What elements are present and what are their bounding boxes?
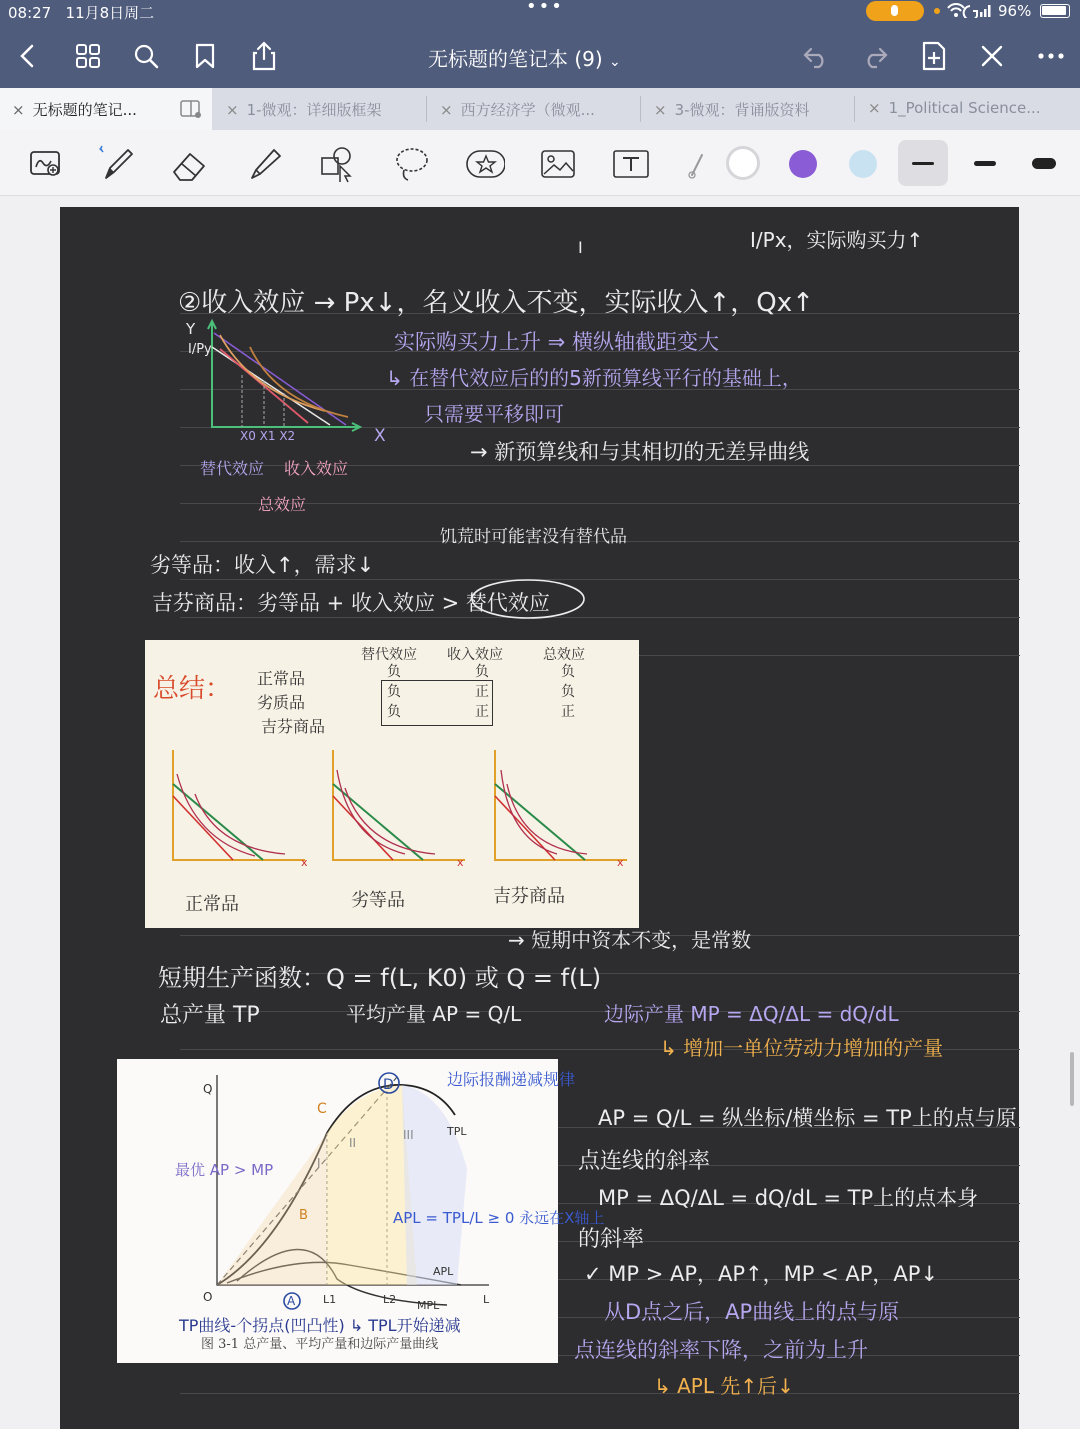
label-substitution-effect: 替代效应: [200, 459, 265, 478]
wifi-signal-icon: [946, 2, 992, 22]
giffen-good-line: 吉芬商品：劣等品 + 收入效应 > 替代效应: [152, 591, 550, 615]
short-run-function: 短期生产函数：Q = f(L, K0) 或 Q = f(L): [158, 964, 602, 992]
summary-title: 总结：: [153, 674, 232, 704]
giffen-note: 饥荒时可能害没有替代品: [440, 527, 627, 547]
graph-x-label: X: [374, 426, 386, 446]
highlighter-icon[interactable]: [244, 144, 284, 184]
graph-y-label: Y: [186, 320, 196, 338]
mic-indicator-icon: [866, 1, 924, 21]
sticker-icon[interactable]: [465, 144, 505, 184]
color-swatch-light-blue[interactable]: [849, 150, 877, 178]
image-icon[interactable]: [538, 144, 578, 184]
battery-percent: 96%: [998, 2, 1032, 20]
lasso-icon[interactable]: [392, 144, 432, 184]
summary-col3-values: 负 负 正: [561, 664, 575, 720]
svg-text:II: II: [349, 1136, 357, 1150]
short-run-capital-note: → 短期中资本不变，是常数: [508, 928, 752, 952]
top-formula-note: I/Px，实际购买力↑: [750, 228, 924, 252]
undo-icon[interactable]: [798, 38, 834, 74]
summary-col-total: 总效应: [543, 647, 585, 663]
stroke-width-thick-button[interactable]: [1030, 150, 1058, 176]
figure-caption: 图 3-1 总产量、平均产量和边际产量曲线: [201, 1337, 439, 1352]
svg-text:O: O: [203, 1290, 213, 1304]
stroke-width-medium-button[interactable]: [972, 150, 998, 176]
tools-icon[interactable]: [974, 38, 1010, 74]
svg-text:A: A: [287, 1294, 296, 1308]
figure-left-note: 最优 AP > MP: [175, 1161, 274, 1179]
figure-mp-note: 边际报酬递减规律: [447, 1070, 576, 1089]
summary-row-inferior: 劣质品: [257, 693, 306, 712]
label-total-effect: 总效应: [258, 495, 307, 514]
production-figure-image: [117, 1059, 605, 1363]
apl-note: ↳ APL 先↑后↓: [654, 1374, 794, 1398]
svg-text:C: C: [317, 1101, 327, 1117]
circle-substitution-highlight: [468, 576, 588, 622]
svg-text:B: B: [299, 1208, 308, 1223]
note-purchasing-power: 实际购买力上升 ⇒ 横纵轴截距变大: [394, 330, 719, 354]
tab-political-science[interactable]: × 1_Political Science...: [868, 99, 1041, 117]
drawing-toolbar: [0, 130, 1080, 196]
note-parallel-shift: ↳ 在替代效应后的的5新预算线平行的基础上，: [386, 366, 802, 390]
tp-line: 总产量 TP: [160, 1003, 260, 1028]
summary-graphs: [155, 744, 635, 874]
search-icon[interactable]: [128, 38, 164, 74]
svg-text:x: x: [457, 856, 464, 869]
share-icon[interactable]: [246, 38, 282, 74]
status-bar: [0, 0, 1080, 22]
redo-icon[interactable]: [857, 38, 893, 74]
svg-text:MPL: MPL: [417, 1299, 440, 1312]
grid-view-icon[interactable]: [70, 38, 106, 74]
bookmark-icon[interactable]: [187, 38, 223, 74]
tab-bar: [0, 88, 1080, 130]
svg-text:Q: Q: [203, 1082, 213, 1096]
ap-line: 平均产量 AP = Q/L: [346, 1002, 522, 1026]
svg-text:III: III: [403, 1128, 414, 1142]
mp-definition-2: 的斜率: [578, 1227, 645, 1252]
summary-col1-values: 负 负 负: [387, 664, 401, 720]
tab-label: 无标题的笔记...: [32, 101, 137, 119]
summary-col-income: 收入效应: [447, 647, 503, 663]
laser-pointer-icon[interactable]: [676, 144, 716, 184]
svg-text:APL: APL: [433, 1265, 454, 1278]
svg-text:L2: L2: [383, 1293, 397, 1306]
lasso-zoom-icon[interactable]: [26, 144, 66, 184]
income-superscript: I: [578, 238, 583, 257]
shape-icon[interactable]: [318, 144, 358, 184]
income-effect-heading: ②收入效应 → Px↓，名义收入不变，实际收入↑，Qx↑: [178, 288, 814, 318]
svg-text:x: x: [301, 856, 308, 869]
top-bar: [0, 0, 1080, 88]
note-new-budget-line: → 新预算线和与其相切的无差异曲线: [470, 440, 810, 464]
document-title[interactable]: 无标题的笔记本 (9) ⌄: [428, 47, 621, 71]
privacy-dot-icon: [934, 8, 940, 14]
eraser-icon[interactable]: [170, 144, 210, 184]
summary-card-image: [145, 640, 639, 928]
svg-text:L: L: [483, 1293, 490, 1306]
svg-text:TPL: TPL: [447, 1125, 467, 1138]
graph-label-giffen: 吉芬商品: [493, 886, 565, 907]
graph-label-normal: 正常品: [185, 894, 239, 915]
graph-y-fraction: I/Py: [188, 342, 212, 357]
svg-text:L1: L1: [323, 1293, 337, 1306]
pen-icon[interactable]: [96, 144, 136, 184]
stroke-width-thin-button[interactable]: [898, 140, 948, 186]
mp-note: ↳ 增加一单位劳动力增加的产量: [660, 1036, 944, 1060]
after-d-note-1: 从D点之后，AP曲线上的点与原: [604, 1300, 900, 1324]
color-swatch-purple[interactable]: [789, 150, 817, 178]
tab-western-economics[interactable]: × 西方经济学（微观...: [440, 101, 595, 119]
back-button[interactable]: [10, 38, 46, 74]
svg-text:I: I: [317, 1156, 321, 1170]
note-translate: 只需要平移即可: [424, 402, 564, 426]
mp-definition-1: MP = ΔQ/ΔL = dQ/dL = TP上的点本身: [598, 1186, 979, 1210]
svg-text:x: x: [617, 856, 624, 869]
summary-col-substitution: 替代效应: [361, 647, 417, 663]
tab-micro-recite[interactable]: × 3-微观：背诵版资料: [654, 101, 810, 119]
summary-col2-values: 负 正 正: [475, 664, 489, 720]
mp-line: 边际产量 MP = ΔQ/ΔL = dQ/dL: [604, 1002, 899, 1026]
ap-definition-1: AP = Q/L = 纵坐标/横坐标 = TP上的点与原: [598, 1106, 1017, 1130]
figure-apl-note: APL = TPL/L ≥ 0 永远在X轴上: [393, 1209, 605, 1227]
vertical-scrollbar[interactable]: [1070, 1052, 1074, 1106]
split-view-icon[interactable]: [180, 100, 202, 118]
graph-x-ticks: X0 X1 X2: [240, 429, 296, 443]
tab-close-icon[interactable]: ×: [12, 101, 25, 119]
text-box-icon[interactable]: [611, 144, 651, 184]
inferior-good-line: 劣等品：收入↑，需求↓: [150, 553, 375, 577]
label-income-effect: 收入效应: [284, 459, 349, 478]
mp-ap-relation: ✓ MP > AP，AP↑，MP < AP，AP↓: [584, 1262, 939, 1286]
graph-label-inferior: 劣等品: [351, 890, 405, 911]
summary-row-normal: 正常品: [257, 669, 306, 688]
after-d-note-2: 点连线的斜率下降，之前为上升: [574, 1338, 868, 1362]
tab-notebook[interactable]: [0, 88, 212, 130]
color-swatch-white[interactable]: [726, 146, 760, 180]
multitask-dots[interactable]: •••: [526, 0, 564, 17]
ap-definition-2: 点连线的斜率: [578, 1149, 711, 1174]
svg-text:D: D: [383, 1077, 394, 1093]
income-effect-graph: [180, 315, 395, 520]
tab-micro-framework[interactable]: × 1-微观：详细版框架: [226, 101, 382, 119]
battery-icon: [1040, 4, 1070, 18]
status-time: 08:27 11月8日周二: [8, 4, 155, 22]
more-icon[interactable]: [1033, 38, 1069, 74]
add-page-icon[interactable]: [916, 38, 952, 74]
summary-row-giffen: 吉芬商品: [261, 717, 326, 736]
figure-tp-note: TP曲线-个拐点(凹凸性) ↳ TPL开始递减: [179, 1316, 461, 1335]
